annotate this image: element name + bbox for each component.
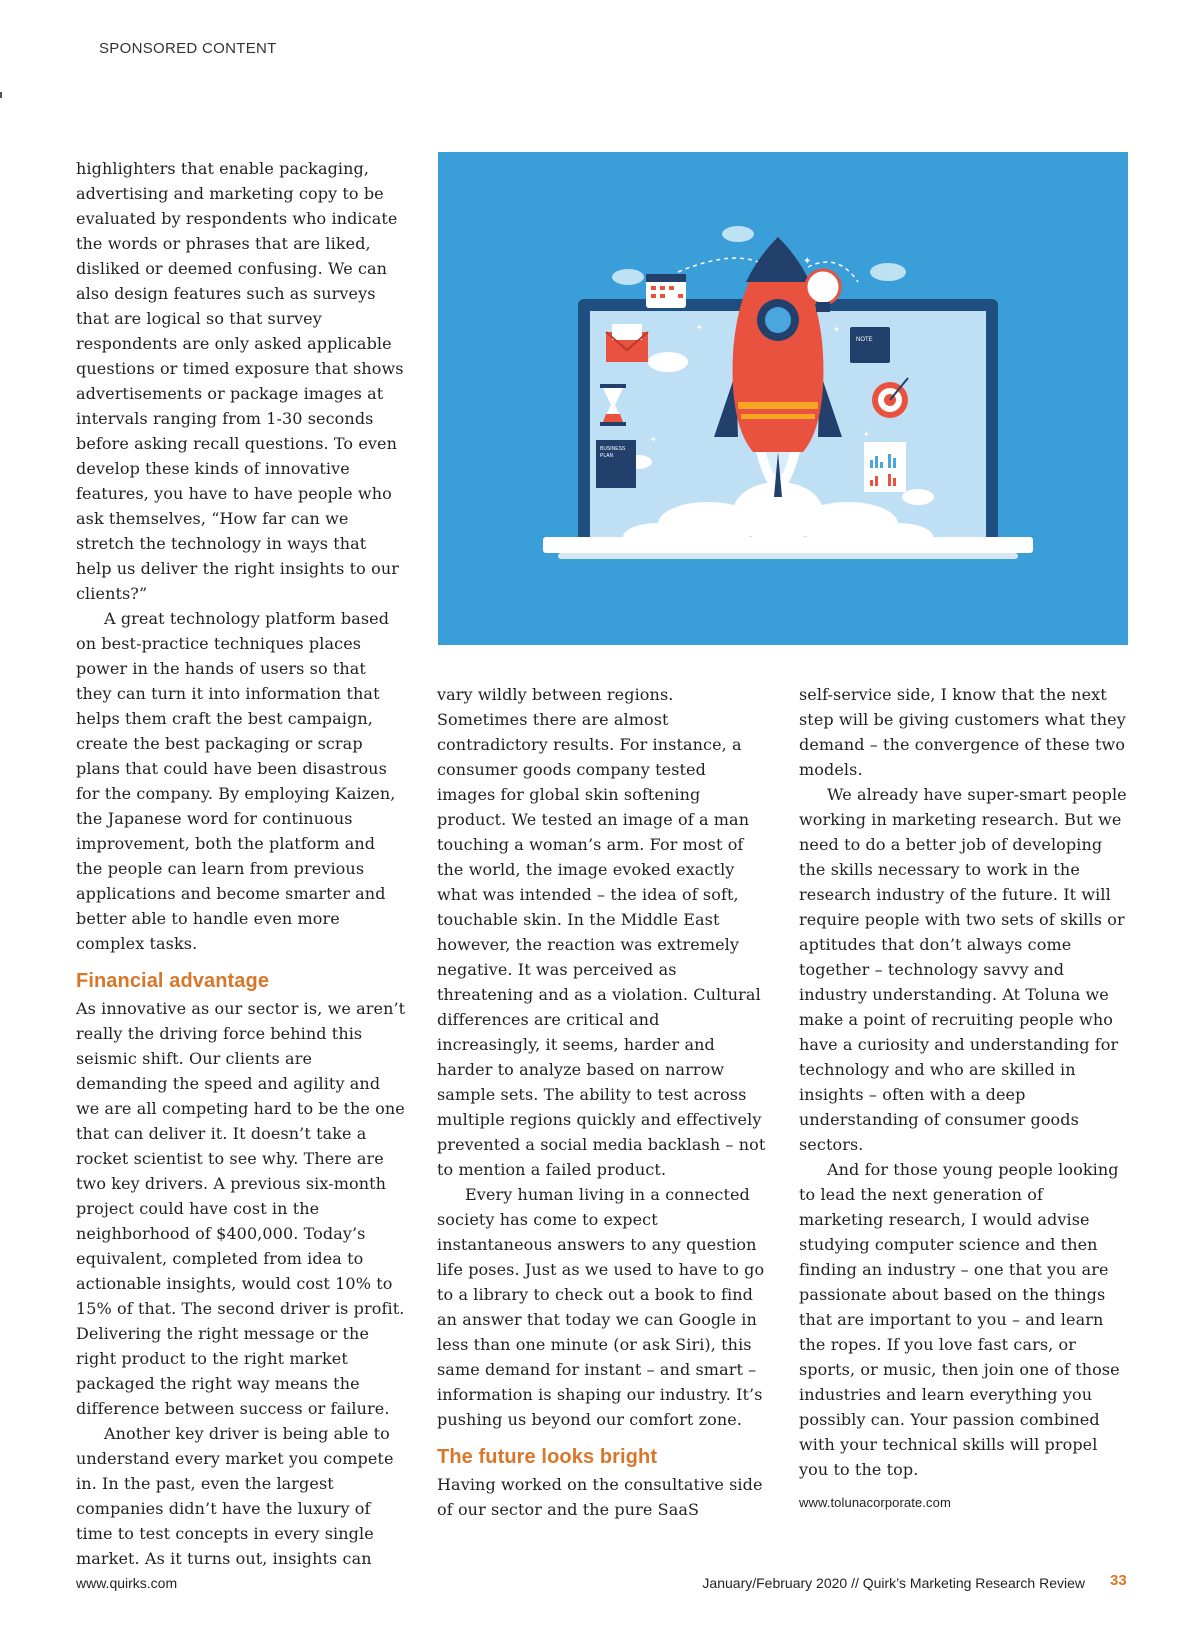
footer-issue-info: January/February 2020 // Quirk’s Marketing Research Review — [702, 1575, 1085, 1591]
svg-text:✦: ✦ — [696, 323, 703, 332]
envelope-icon — [606, 324, 648, 362]
svg-text:✦: ✦ — [803, 256, 812, 267]
footer-site-link[interactable]: www.quirks.com — [76, 1575, 178, 1591]
section-heading-future-looks-bright: The future looks bright — [437, 1446, 658, 1468]
business-plan-label-1: BUSINESS — [600, 446, 626, 452]
report-chart-icon — [864, 442, 906, 492]
svg-text:✦: ✦ — [863, 430, 870, 439]
article-column-1 — [76, 156, 406, 1571]
article-column-3 — [799, 682, 1129, 1515]
laptop-base — [543, 537, 1033, 553]
toluna-website-link[interactable]: www.tolunacorporate.com — [799, 1495, 951, 1510]
paragraph: Every human living in a connected society has come to expect instantaneous answers to any question life poses. Just as we used to have to go to a library to check out a book to find an answer that today we can Google in less than one minute (or ask Siri), this same demand for instant – and smart – information is shaping our industry. It’s pushing us beyond our comfort zone. — [437, 1185, 765, 1429]
rocket-launch-illustration — [438, 152, 1128, 645]
paragraph: A great technology platform based on best-practice techniques places power in the hands of users so that they can turn it into information that helps them craft the best campaign, create the best packaging or scrap plans that could have been disastrous for the company. By employing Kaizen, the Japanese word for continuous improvement, both the platform and the people can learn from previous applications and become smarter and better able to handle even more complex tasks. — [76, 609, 396, 953]
notebook-icon — [850, 327, 890, 363]
paragraph: We already have super-smart people working in marketing research. But we need to do a better job of developing the skills necessary to work in the research industry of the future. It will require people with two sets of skills or aptitudes that don’t always come together – technology savvy and industry understanding. At Toluna we make a point of recruiting people who have a curiosity and understanding for technology and who are skilled in insights – often with a deep understanding of consumer goods sectors. — [799, 785, 1127, 1154]
paragraph: vary wildly between regions. Sometimes there are almost contradictory results. For instance, a consumer goods company tested images for global skin softening product. We tested an image of a man touching a woman’s arm. For most of the world, the image evoked exactly what was intended – the idea of soft, touchable skin. In the Middle East however, the reaction was extremely negative. It was perceived as threatening and as a violation. Cultural differences are critical and increasingly, it seems, harder and harder to analyze based on narrow sample sets. The ability to test across multiple regions quickly and effectively prevented a social media backlash – not to mention a failed product. — [437, 685, 766, 1179]
section-heading-financial-advantage: Financial advantage — [76, 970, 270, 992]
business-plan-label-2: PLAN — [600, 453, 614, 459]
rocket-window — [765, 307, 791, 333]
svg-text:✦: ✦ — [650, 435, 657, 444]
paragraph: Another key driver is being able to understand every market you compete in. In the past, even the largest companies didn’t have the luxury of time to test concepts in every single market. As it turns out, insights can — [76, 1424, 394, 1568]
paragraph: self-service side, I know that the next step will be giving customers what they demand – the convergence of these two models. — [799, 685, 1126, 779]
article-column-2 — [437, 682, 767, 1522]
laptop-base-shadow — [558, 553, 1018, 559]
calendar-icon — [646, 274, 686, 308]
stray-mark — [0, 92, 2, 98]
note-label: NOTE — [856, 337, 873, 343]
sponsored-content-label: SPONSORED CONTENT — [99, 40, 277, 57]
paragraph: And for those young people looking to lead the next generation of marketing research, I would advise studying computer science and then finding an industry – one that you are passionate about based on the things that are important to you – and learn the ropes. If you love fast cars, or sports, or music, then join one of those industries and learn everything you possibly can. Your passion combined with your technical skills will propel you to the top. — [799, 1160, 1120, 1479]
paragraph: As innovative as our sector is, we aren’t really the driving force behind this seismic shift. Our clients are demanding the speed and agility and we are all competing hard to be the one that can deliver it. It doesn’t take a rocket scientist to see why. There are two key drivers. A previous six-month project could have cost in the neighborhood of $400,000. Today’s equivalent, completed from idea to actionable insights, would cost 10% to 15% of that. The second driver is profit. Delivering the right message or the right product to the right market packaged the right way means the difference between success or failure. — [76, 999, 406, 1418]
page-number: 33 — [1110, 1572, 1127, 1589]
business-plan-icon — [596, 440, 636, 488]
rocket-stripe — [741, 414, 815, 419]
rocket-stripe — [738, 402, 818, 409]
svg-text:✦: ✦ — [833, 325, 840, 334]
paragraph: Having worked on the consultative side of our sector and the pure SaaS — [437, 1475, 763, 1519]
paragraph: highlighters that enable packaging, advertising and marketing copy to be evaluated by respondents who indicate the words or phrases that are liked, disliked or deemed confusing. We can also design features such as surveys that are logical so that survey respondents are only asked applicable questions or timed exposure that shows advertisements or package images at intervals ranging from 1-30 seconds before asking recall questions. To even develop these kinds of innovative features, you have to have people who ask themselves, “How far can we stretch the technology in ways that help us deliver the right insights to our clients?” — [76, 159, 404, 603]
